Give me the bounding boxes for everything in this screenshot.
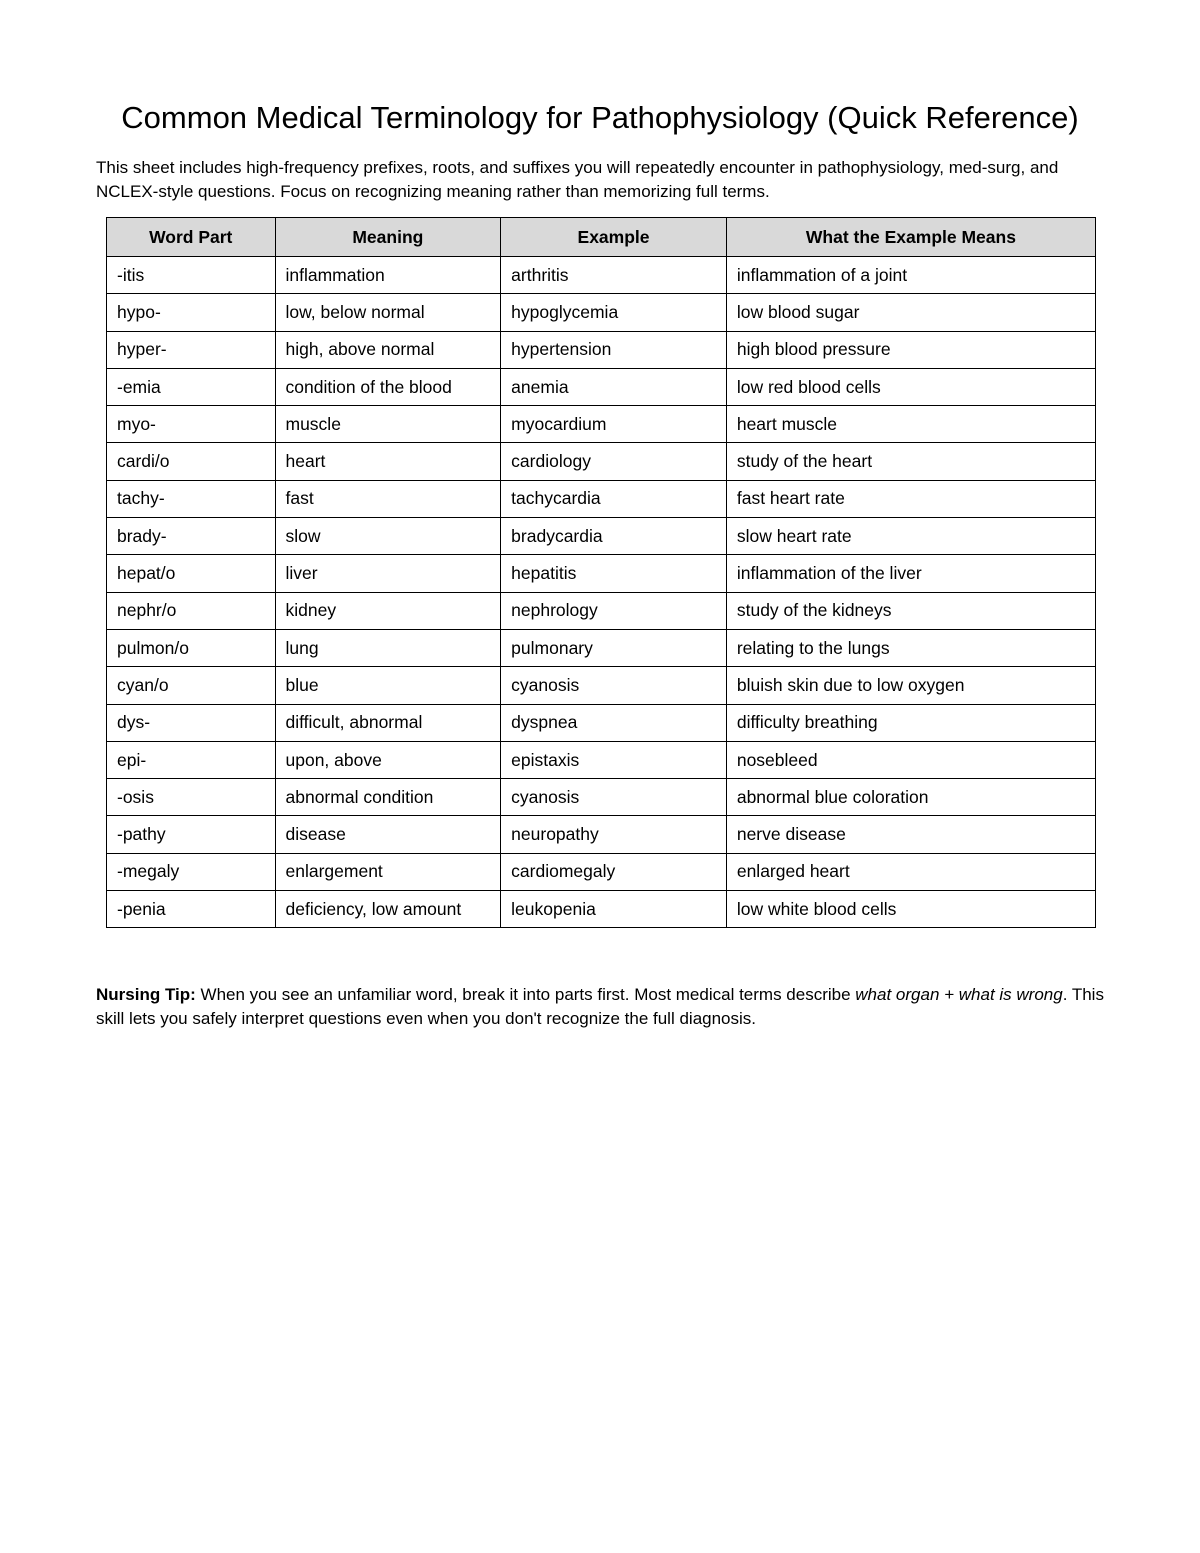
example-meaning-cell: difficulty breathing: [726, 704, 1095, 741]
table-row: [107, 779, 1096, 816]
meaning-cell: heart: [275, 443, 501, 480]
meaning-cell: deficiency, low amount: [275, 891, 501, 928]
meaning-cell: low, below normal: [275, 294, 501, 331]
nursing-tip: [96, 983, 1108, 1031]
meaning-cell: kidney: [275, 592, 501, 629]
nursing-tip-text-before: When you see an unfamiliar word, break it into parts first. Most medical terms describe: [195, 985, 856, 1004]
word-part-cell: -emia: [107, 368, 276, 405]
word-part-cell: hypo-: [107, 294, 276, 331]
table-row: [107, 294, 1096, 331]
example-cell: nephrology: [501, 592, 727, 629]
table-row: [107, 406, 1096, 443]
column-header-meaning: Meaning: [275, 218, 501, 257]
page-title: Common Medical Terminology for Pathophysiology (Quick Reference): [121, 100, 1079, 135]
word-part-cell: -osis: [107, 779, 276, 816]
example-cell: dyspnea: [501, 704, 727, 741]
meaning-cell: blue: [275, 667, 501, 704]
example-cell: cyanosis: [501, 779, 727, 816]
example-cell: tachycardia: [501, 480, 727, 517]
example-meaning-cell: nosebleed: [726, 741, 1095, 778]
example-cell: hepatitis: [501, 555, 727, 592]
table-row: [107, 853, 1096, 890]
terminology-table: [106, 217, 1096, 928]
word-part-cell: myo-: [107, 406, 276, 443]
word-part-cell: -penia: [107, 891, 276, 928]
table-body: [107, 257, 1096, 928]
example-cell: bradycardia: [501, 518, 727, 555]
word-part-cell: pulmon/o: [107, 629, 276, 666]
table-row: [107, 891, 1096, 928]
word-part-cell: tachy-: [107, 480, 276, 517]
table-row: [107, 518, 1096, 555]
example-meaning-cell: inflammation of the liver: [726, 555, 1095, 592]
nursing-tip-emphasis: what organ + what is wrong: [855, 985, 1063, 1004]
table-row: [107, 704, 1096, 741]
meaning-cell: disease: [275, 816, 501, 853]
table-row: [107, 741, 1096, 778]
example-cell: cyanosis: [501, 667, 727, 704]
word-part-cell: brady-: [107, 518, 276, 555]
meaning-cell: fast: [275, 480, 501, 517]
table-row: [107, 592, 1096, 629]
table-row: [107, 443, 1096, 480]
table-header-row: [107, 218, 1096, 257]
meaning-cell: liver: [275, 555, 501, 592]
table-row: [107, 368, 1096, 405]
example-cell: neuropathy: [501, 816, 727, 853]
example-meaning-cell: low blood sugar: [726, 294, 1095, 331]
table-row: [107, 667, 1096, 704]
meaning-cell: enlargement: [275, 853, 501, 890]
word-part-cell: -pathy: [107, 816, 276, 853]
example-cell: hypoglycemia: [501, 294, 727, 331]
intro-paragraph: This sheet includes high-frequency prefixes, roots, and suffixes you will repeatedly encounter in pathophysiology, med-surg, and NCLEX-style questions. Focus on recognizing meaning rather than memorizing full terms.: [96, 158, 1059, 201]
example-cell: anemia: [501, 368, 727, 405]
example-cell: epistaxis: [501, 741, 727, 778]
example-meaning-cell: bluish skin due to low oxygen: [726, 667, 1095, 704]
example-cell: cardiomegaly: [501, 853, 727, 890]
example-cell: hypertension: [501, 331, 727, 368]
example-meaning-cell: abnormal blue coloration: [726, 779, 1095, 816]
word-part-cell: -itis: [107, 257, 276, 294]
example-meaning-cell: study of the heart: [726, 443, 1095, 480]
meaning-cell: upon, above: [275, 741, 501, 778]
meaning-cell: high, above normal: [275, 331, 501, 368]
table-row: [107, 257, 1096, 294]
table-row: [107, 480, 1096, 517]
nursing-tip-label: Nursing Tip:: [96, 985, 196, 1004]
word-part-cell: cardi/o: [107, 443, 276, 480]
meaning-cell: condition of the blood: [275, 368, 501, 405]
table-row: [107, 816, 1096, 853]
meaning-cell: abnormal condition: [275, 779, 501, 816]
word-part-cell: nephr/o: [107, 592, 276, 629]
example-cell: arthritis: [501, 257, 727, 294]
meaning-cell: difficult, abnormal: [275, 704, 501, 741]
table-row: [107, 331, 1096, 368]
example-meaning-cell: inflammation of a joint: [726, 257, 1095, 294]
example-meaning-cell: enlarged heart: [726, 853, 1095, 890]
example-meaning-cell: low white blood cells: [726, 891, 1095, 928]
meaning-cell: slow: [275, 518, 501, 555]
example-meaning-cell: nerve disease: [726, 816, 1095, 853]
column-header-word-part: Word Part: [107, 218, 276, 257]
example-cell: cardiology: [501, 443, 727, 480]
example-meaning-cell: low red blood cells: [726, 368, 1095, 405]
meaning-cell: lung: [275, 629, 501, 666]
table-row: [107, 555, 1096, 592]
word-part-cell: -megaly: [107, 853, 276, 890]
meaning-cell: muscle: [275, 406, 501, 443]
example-meaning-cell: heart muscle: [726, 406, 1095, 443]
table-row: [107, 629, 1096, 666]
example-cell: leukopenia: [501, 891, 727, 928]
example-meaning-cell: slow heart rate: [726, 518, 1095, 555]
word-part-cell: hepat/o: [107, 555, 276, 592]
example-meaning-cell: fast heart rate: [726, 480, 1095, 517]
meaning-cell: inflammation: [275, 257, 501, 294]
word-part-cell: hyper-: [107, 331, 276, 368]
word-part-cell: dys-: [107, 704, 276, 741]
nursing-tip-text-after: . This skill lets you safely interpret questions even when you don't recognize the full diagnosis.: [96, 985, 1104, 1028]
word-part-cell: epi-: [107, 741, 276, 778]
column-header-example-meaning: What the Example Means: [726, 218, 1095, 257]
example-meaning-cell: high blood pressure: [726, 331, 1095, 368]
example-cell: pulmonary: [501, 629, 727, 666]
word-part-cell: cyan/o: [107, 667, 276, 704]
example-meaning-cell: study of the kidneys: [726, 592, 1095, 629]
column-header-example: Example: [501, 218, 727, 257]
example-cell: myocardium: [501, 406, 727, 443]
example-meaning-cell: relating to the lungs: [726, 629, 1095, 666]
